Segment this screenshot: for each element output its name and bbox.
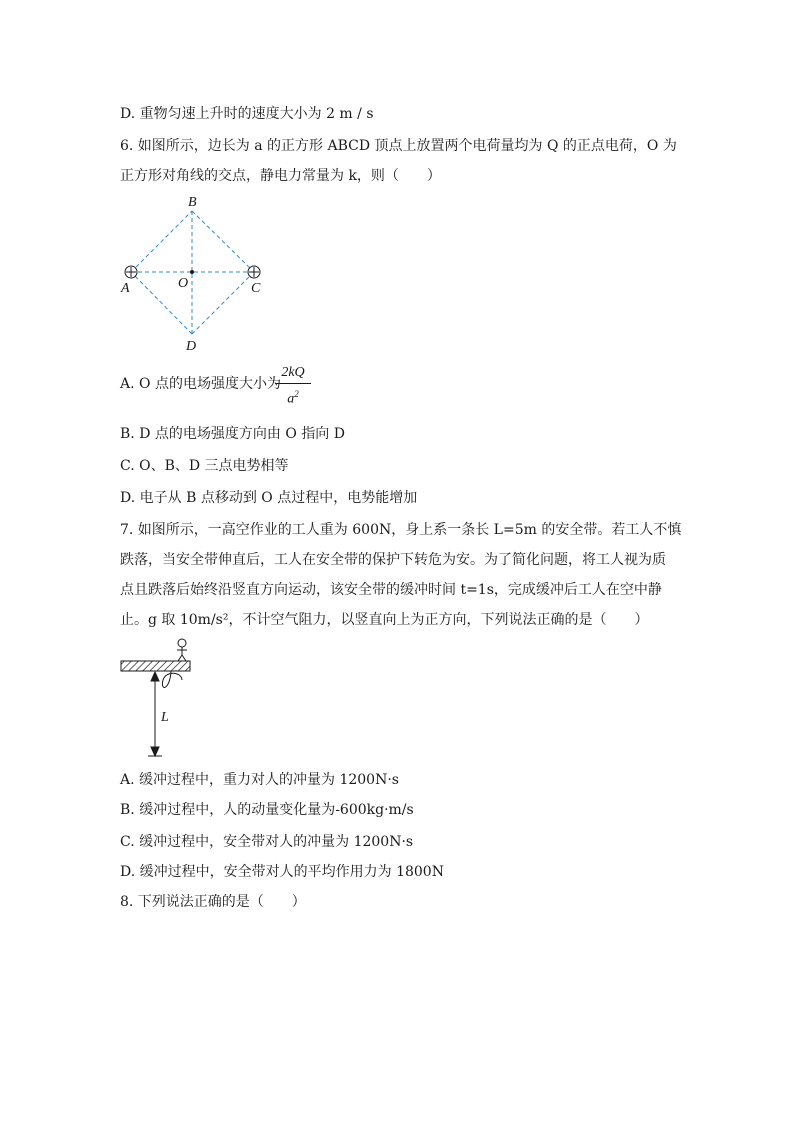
fraction-denominator: $a^2$ xyxy=(287,389,299,407)
q7-stem-line4: 止。g 取 10m/s²，不计空气阻力，以竖直向上为正方向，下列说法正确的是（ ） xyxy=(120,612,649,628)
q6-option-c: C. O、B、D 三点电势相等 xyxy=(120,458,289,474)
q7-stem-line3: 点且跌落后始终沿竖直方向运动，该安全带的缓冲时间 t=1s，完成缓冲后工人在空中静 xyxy=(120,582,662,598)
q6-stem-line1: 6. 如图所示，边长为 a 的正方形 ABCD 顶点上放置两个电荷量均为 Q 的正点电荷，O 为 xyxy=(120,138,677,154)
q6-option-d: D. 电子从 B 点移动到 O 点过程中，电势能增加 xyxy=(120,490,418,506)
q8-stem: 8. 下列说法正确的是（ ） xyxy=(120,894,306,910)
label-b: B xyxy=(188,195,197,210)
fraction-numerator: 2kQ xyxy=(281,365,305,380)
q6-stem-line2: 正方形对角线的交点，静电力常量为 k，则（ ） xyxy=(120,168,441,184)
q7-option-c: C. 缓冲过程中，安全带对人的冲量为 1200N·s xyxy=(120,834,414,850)
q7-stem-line1: 7. 如图所示，一高空作业的工人重为 600N，身上系一条长 L=5m 的安全带。若工人不慎 xyxy=(120,522,682,538)
q6-option-b: B. D 点的电场强度方向由 O 指向 D xyxy=(120,426,345,442)
label-l: L xyxy=(161,710,169,725)
label-o: O xyxy=(178,276,189,291)
q5-option-d: D. 重物匀速上升时的速度大小为 2 m / s xyxy=(120,106,374,122)
worker-icon xyxy=(177,639,187,661)
q7-option-d: D. 缓冲过程中，安全带对人的平均作用力为 1800N xyxy=(120,864,444,880)
label-a: A xyxy=(121,281,130,296)
q6-option-a: A. O 点的电场强度大小为 xyxy=(120,376,281,392)
q7-option-a: A. 缓冲过程中，重力对人的冲量为 1200N·s xyxy=(120,772,399,788)
safety-belt-slack xyxy=(162,671,182,687)
label-c: C xyxy=(251,281,261,296)
platform-beam xyxy=(121,661,190,671)
label-d: D xyxy=(186,339,197,354)
q7-stem-line2: 跌落，当安全带伸直后，工人在安全带的保护下转危为安。为了简化问题，将工人视为质 xyxy=(120,552,666,568)
length-arrow xyxy=(148,672,162,756)
q7-option-b: B. 缓冲过程中，人的动量变化量为-600kg·m/s xyxy=(120,802,414,818)
